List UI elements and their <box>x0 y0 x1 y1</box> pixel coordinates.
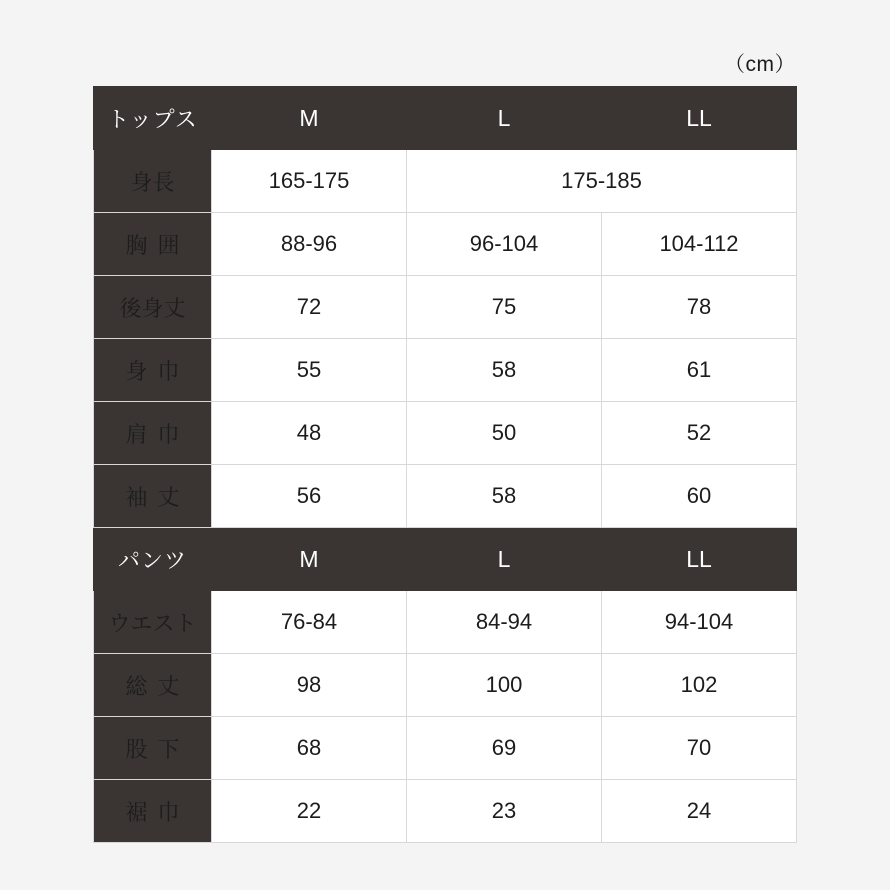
table-row <box>94 780 797 843</box>
cell-body-width-m: 55 <box>212 339 407 402</box>
size-table <box>93 86 797 843</box>
row-label-chest: 胸囲 <box>94 213 212 276</box>
table-row <box>94 465 797 528</box>
cell-inseam-ll: 70 <box>602 717 797 780</box>
header-pants-size-l: L <box>407 528 602 591</box>
cell-inseam-l: 69 <box>407 717 602 780</box>
row-label-hem-width: 裾巾 <box>94 780 212 843</box>
table-row <box>94 402 797 465</box>
table-header-row-tops <box>94 87 797 150</box>
cell-sleeve-length-ll: 60 <box>602 465 797 528</box>
row-label-body-width: 身巾 <box>94 339 212 402</box>
cell-chest-m: 88-96 <box>212 213 407 276</box>
header-size-m: M <box>212 87 407 150</box>
cell-chest-l: 96-104 <box>407 213 602 276</box>
row-label-back-length: 後身丈 <box>94 276 212 339</box>
cell-sleeve-length-l: 58 <box>407 465 602 528</box>
table-row <box>94 339 797 402</box>
cell-total-length-l: 100 <box>407 654 602 717</box>
cell-back-length-l: 75 <box>407 276 602 339</box>
header-size-l: L <box>407 87 602 150</box>
table-row <box>94 276 797 339</box>
section-pants <box>94 528 797 843</box>
cell-height-m: 165-175 <box>212 150 407 213</box>
cell-waist-l: 84-94 <box>407 591 602 654</box>
table-row <box>94 591 797 654</box>
cell-shoulder-width-l: 50 <box>407 402 602 465</box>
table-row <box>94 654 797 717</box>
cell-hem-width-ll: 24 <box>602 780 797 843</box>
cell-inseam-m: 68 <box>212 717 407 780</box>
cell-back-length-ll: 78 <box>602 276 797 339</box>
table-header-row-pants <box>94 528 797 591</box>
cell-waist-ll: 94-104 <box>602 591 797 654</box>
table-row <box>94 150 797 213</box>
row-label-inseam: 股下 <box>94 717 212 780</box>
table-row <box>94 717 797 780</box>
size-table-wrapper <box>93 86 796 843</box>
cell-hem-width-m: 22 <box>212 780 407 843</box>
row-label-waist: ウエスト <box>94 591 212 654</box>
row-label-sleeve-length: 袖丈 <box>94 465 212 528</box>
row-label-shoulder-width: 肩巾 <box>94 402 212 465</box>
cell-shoulder-width-m: 48 <box>212 402 407 465</box>
cell-total-length-m: 98 <box>212 654 407 717</box>
cell-shoulder-width-ll: 52 <box>602 402 797 465</box>
row-label-total-length: 総丈 <box>94 654 212 717</box>
header-label-tops: トップス <box>94 87 212 150</box>
cell-chest-ll: 104-112 <box>602 213 797 276</box>
cell-back-length-m: 72 <box>212 276 407 339</box>
header-pants-size-m: M <box>212 528 407 591</box>
header-size-ll: LL <box>602 87 797 150</box>
cell-body-width-l: 58 <box>407 339 602 402</box>
cell-height-l-ll: 175-185 <box>407 150 797 213</box>
cell-hem-width-l: 23 <box>407 780 602 843</box>
cell-body-width-ll: 61 <box>602 339 797 402</box>
table-row <box>94 213 797 276</box>
section-tops <box>94 87 797 528</box>
header-label-pants: パンツ <box>94 528 212 591</box>
header-pants-size-ll: LL <box>602 528 797 591</box>
row-label-height: 身長 <box>94 150 212 213</box>
unit-note: （cm） <box>724 53 796 76</box>
cell-total-length-ll: 102 <box>602 654 797 717</box>
cell-waist-m: 76-84 <box>212 591 407 654</box>
cell-sleeve-length-m: 56 <box>212 465 407 528</box>
